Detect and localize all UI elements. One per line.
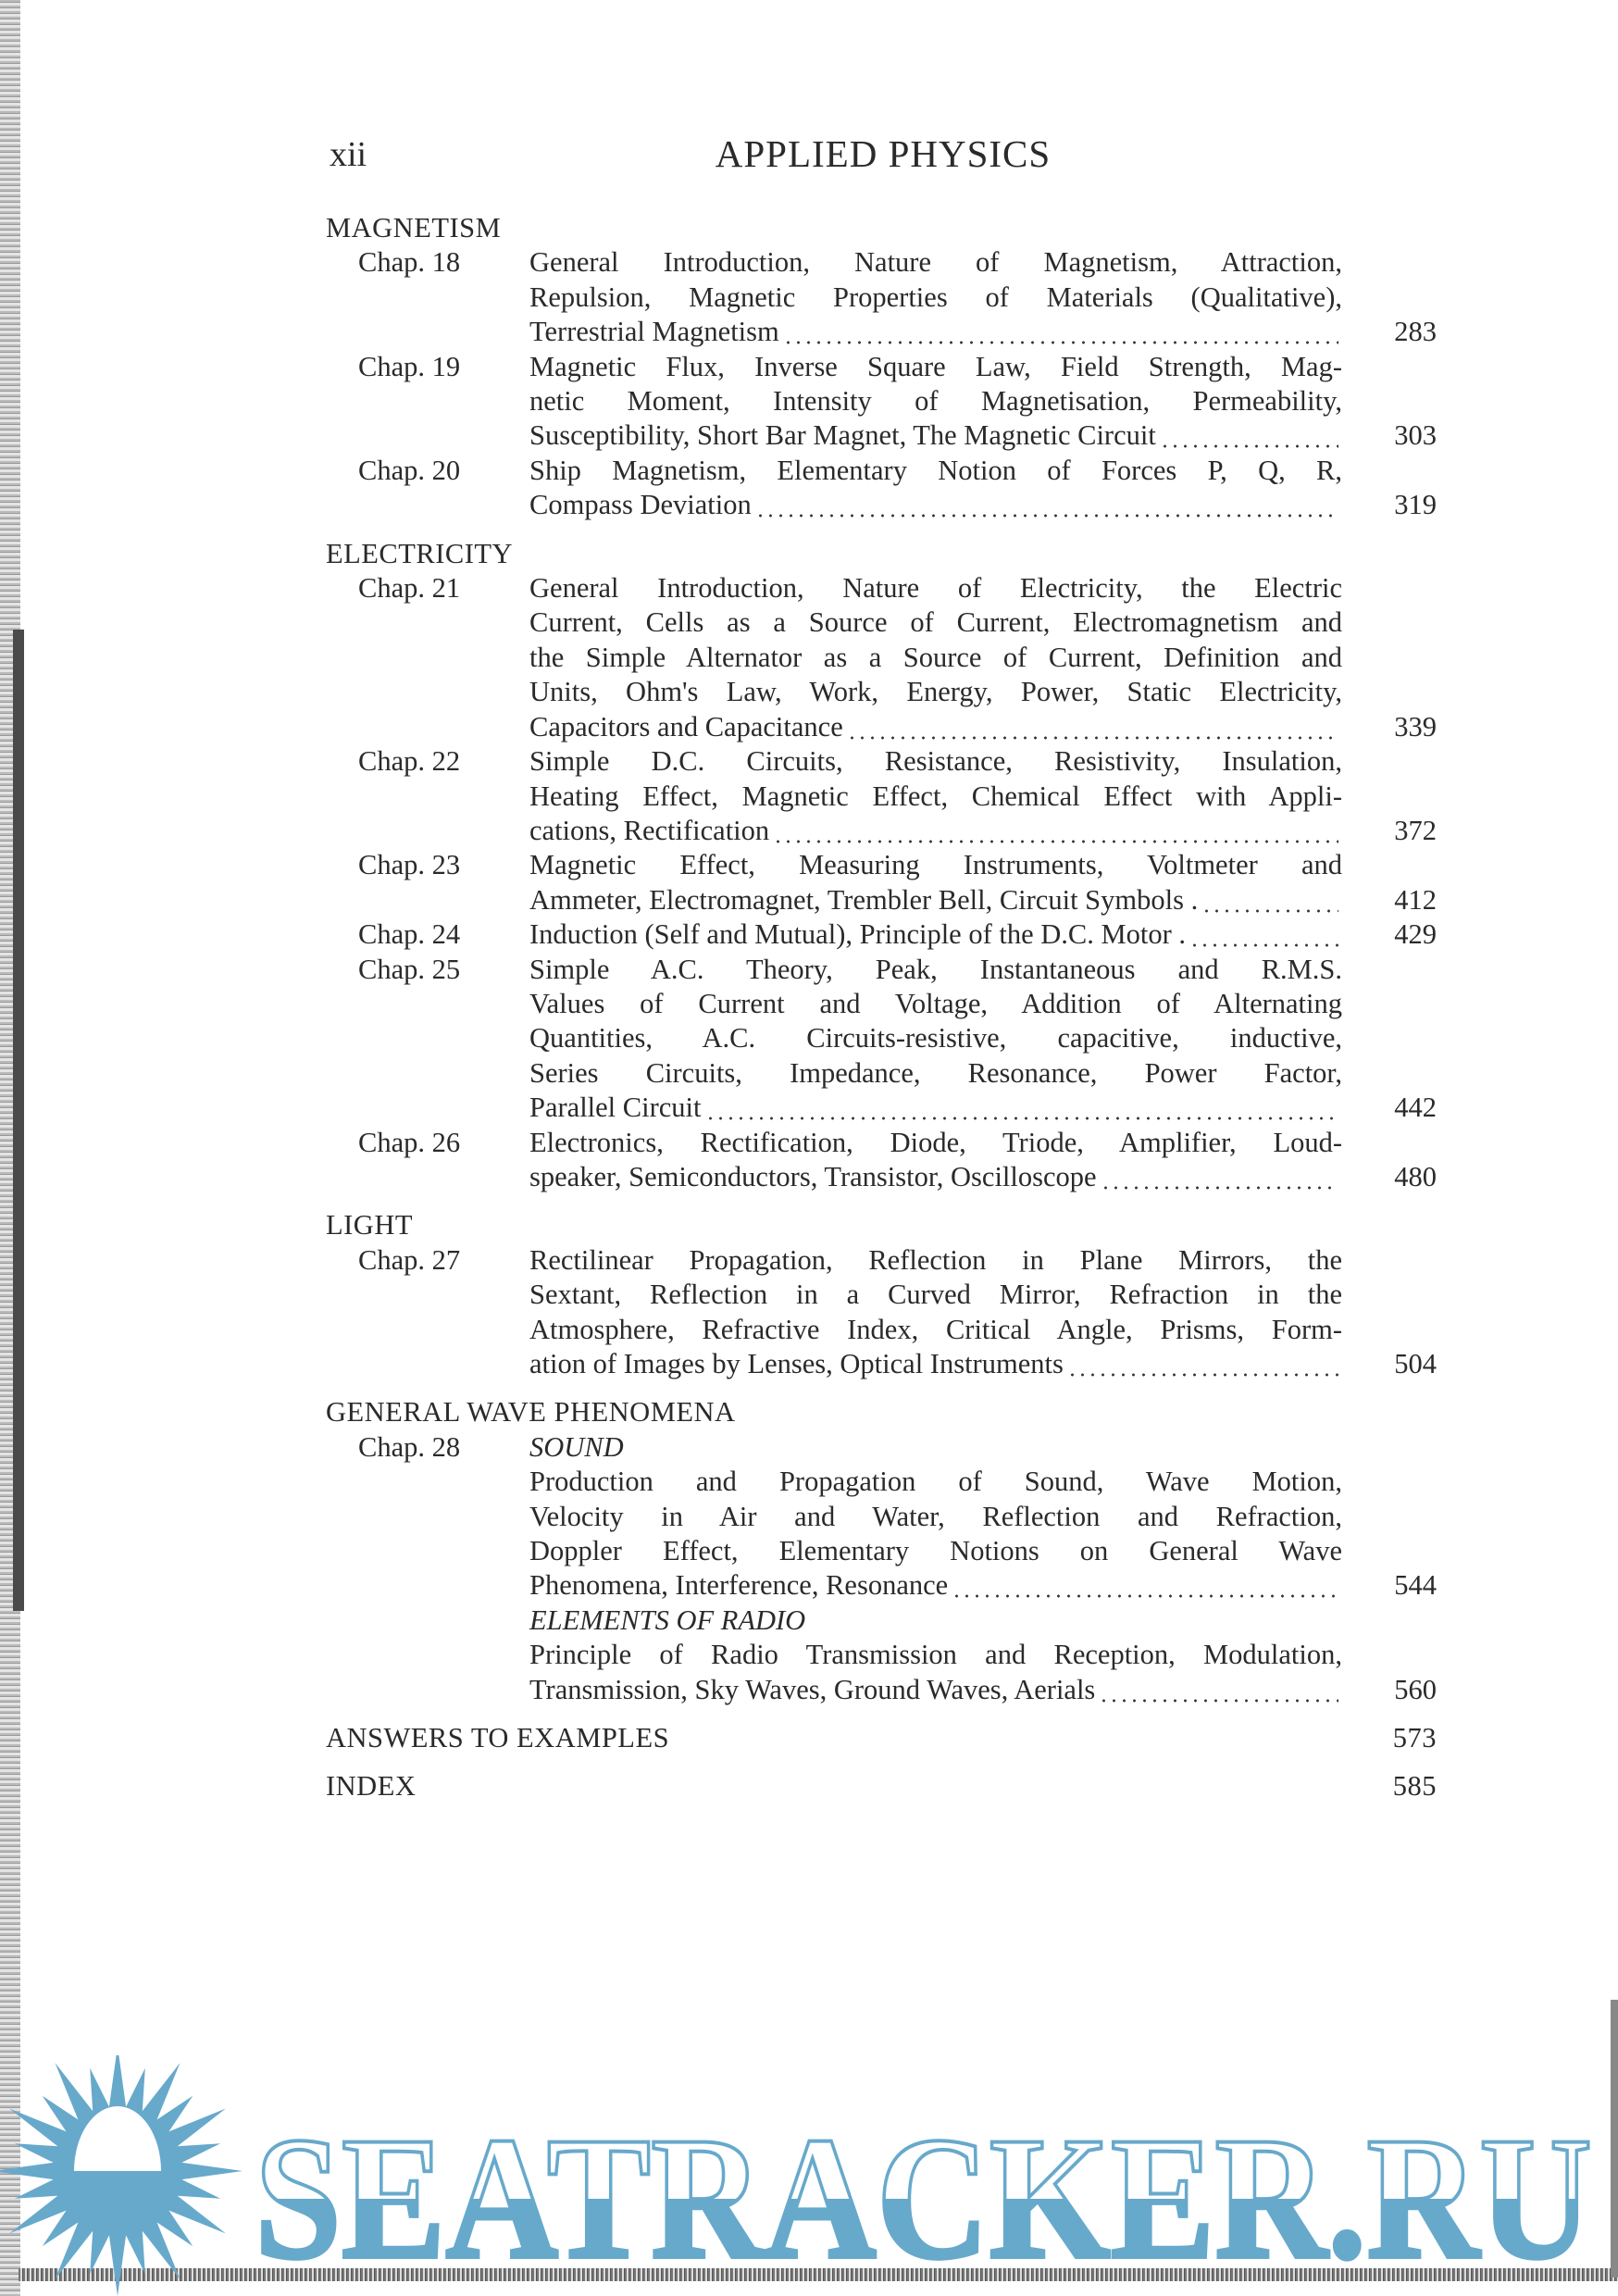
entry-body [529, 1243, 1437, 1382]
entry-text-line: Transmission, Sky Waves, Ground Waves, Aerials [529, 1673, 1096, 1705]
dot-leader [847, 710, 1338, 744]
entry-line [529, 1568, 1437, 1603]
entry-text [529, 814, 1342, 848]
page-ref: 560 [1394, 1673, 1437, 1705]
entry-text: Current, Cells as a Source of Current, Electromagnetism and [529, 606, 1342, 639]
watermark-text: SEATRACKER.RU [255, 2102, 1592, 2296]
entry-text: Sextant, Reflection in a Curved Mirror, Refraction in the [529, 1279, 1342, 1311]
entry-line [529, 848, 1437, 882]
entry-line [529, 1534, 1437, 1568]
entry-body [529, 454, 1437, 523]
entry-line [529, 814, 1437, 848]
dot-leader [705, 1091, 1339, 1125]
entry-line [529, 1638, 1437, 1672]
page-ref: 412 [1394, 883, 1437, 916]
chapter-number: Chap. 20 [358, 454, 461, 486]
toc-entry [326, 848, 1437, 917]
entry-line [529, 281, 1437, 315]
watermark-logo [0, 2055, 1618, 2296]
entry-line [529, 1500, 1437, 1534]
entry-body [529, 1126, 1437, 1195]
entry-body [529, 571, 1437, 744]
entry-text [529, 1673, 1342, 1707]
entry-text-line: Terrestrial Magnetism [529, 316, 779, 348]
page-number: xii [330, 135, 367, 174]
entry-line [529, 1091, 1437, 1125]
entry-line [529, 571, 1437, 605]
entry-subtitle: SOUND [529, 1430, 624, 1463]
entry-text [529, 1568, 1342, 1603]
entry-text: Electronics, Rectification, Diode, Triode, Amplifier, Loud- [529, 1126, 1342, 1158]
toc-entry [326, 1603, 1437, 1707]
toc-entry [326, 454, 1437, 523]
page-ref: 585 [1392, 1770, 1437, 1803]
chapter-number [326, 1603, 529, 1707]
page-ref: 544 [1394, 1569, 1437, 1602]
chapter-number: Chap. 22 [358, 745, 461, 778]
entry-line [529, 315, 1437, 349]
toc-entry [326, 1430, 1437, 1603]
page-ref: 480 [1394, 1160, 1437, 1192]
page-ref: 319 [1394, 489, 1437, 521]
entry-line [529, 710, 1437, 744]
entry-text: Ship Magnetism, Elementary Notion of Forces P, Q, R, [529, 454, 1342, 486]
entry-line [529, 987, 1437, 1021]
chapter-number: Chap. 26 [358, 1126, 461, 1158]
entry-line [529, 1278, 1437, 1312]
entry-line [529, 883, 1437, 917]
page-ref: 283 [1394, 316, 1437, 348]
entry-line [529, 418, 1437, 453]
entry-text-line: Capacitors and Capacitance [529, 710, 843, 742]
entry-text: Magnetic Flux, Inverse Square Law, Field Strength, Mag- [529, 350, 1342, 382]
dot-leader [783, 315, 1338, 349]
entry-text: Series Circuits, Impedance, Resonance, Power Factor, [529, 1056, 1342, 1089]
entry-text: Production and Propagation of Sound, Wave Motion, [529, 1466, 1342, 1498]
entry-text: Units, Ohm's Law, Work, Energy, Power, Static Electricity, [529, 676, 1342, 708]
entry-line [529, 605, 1437, 640]
chapter-number: Chap. 23 [358, 849, 461, 881]
entry-text [529, 917, 1342, 952]
dot-leader [755, 488, 1338, 522]
toc-entry [326, 1243, 1437, 1382]
entry-line [529, 744, 1437, 779]
entry-text [529, 1347, 1342, 1381]
toc-entry [326, 953, 1437, 1126]
entry-text-line: speaker, Semiconductors, Transistor, Oscilloscope [529, 1160, 1097, 1192]
entry-text: Atmosphere, Refractive Index, Critical Angle, Prisms, Form- [529, 1313, 1342, 1345]
entry-text: the Simple Alternator as a Source of Current, Definition and [529, 641, 1342, 673]
entry-subtitle: ELEMENTS OF RADIO [529, 1603, 806, 1636]
entry-line [529, 1126, 1437, 1160]
entry-line [529, 384, 1437, 418]
entry-line [529, 1313, 1437, 1347]
dot-leader [1067, 1347, 1338, 1381]
entry-body [529, 1430, 1437, 1603]
scan-shadow-bar [13, 630, 24, 1611]
entry-line [529, 917, 1437, 952]
page-ref: 429 [1394, 918, 1437, 951]
entry-text: General Introduction, Nature of Electricity, the Electric [529, 572, 1342, 605]
entry-text-line: Induction (Self and Mutual), Principle of the D.C. Motor . [529, 918, 1187, 951]
entry-text: Repulsion, Magnetic Properties of Materials (Qualitative), [529, 281, 1342, 313]
end-item [326, 1769, 1437, 1803]
entry-line [529, 1160, 1437, 1194]
page-ref: 303 [1394, 419, 1437, 452]
page-ref: 339 [1394, 710, 1437, 742]
sun-icon [0, 2055, 243, 2296]
end-item-label: ANSWERS TO EXAMPLES [326, 1722, 670, 1754]
entry-line [529, 1021, 1437, 1055]
entry-line [529, 454, 1437, 488]
entry-line [529, 1347, 1437, 1381]
page-ref: 504 [1394, 1348, 1437, 1379]
entry-body [529, 848, 1437, 917]
dot-leader [1099, 1673, 1338, 1707]
end-item-label: INDEX [326, 1770, 417, 1803]
table-of-contents [326, 211, 1437, 1804]
chapter-number: Chap. 24 [358, 918, 461, 951]
entry-line [529, 1056, 1437, 1091]
entry-text-line: ation of Images by Lenses, Optical Instruments [529, 1348, 1064, 1379]
entry-text: Rectilinear Propagation, Reflection in Plane Mirrors, the [529, 1243, 1342, 1276]
entry-text-line: Compass Deviation [529, 489, 752, 521]
entry-text: Heating Effect, Magnetic Effect, Chemical Effect with Appli- [529, 780, 1342, 812]
chapter-number: Chap. 28 [358, 1430, 461, 1463]
chapter-number: Chap. 27 [358, 1243, 461, 1276]
end-item [326, 1721, 1437, 1755]
chapter-number: Chap. 19 [358, 350, 461, 382]
entry-line [529, 675, 1437, 709]
dot-leader [773, 814, 1338, 848]
entry-text: Doppler Effect, Elementary Notions on General Wave [529, 1535, 1342, 1567]
toc-entry [326, 744, 1437, 848]
entry-text-line: cations, Rectification [529, 814, 770, 846]
dot-leader [952, 1568, 1338, 1603]
entry-body [529, 953, 1437, 1126]
toc-entry [326, 245, 1437, 349]
entry-body [529, 744, 1437, 848]
toc-entry [326, 571, 1437, 744]
entry-line [529, 488, 1437, 522]
toc-entry [326, 917, 1437, 952]
entry-text [529, 883, 1342, 917]
entry-text: Quantities, A.C. Circuits-resistive, capacitive, inductive, [529, 1022, 1342, 1054]
entry-text [529, 488, 1342, 522]
toc-entry [326, 350, 1437, 454]
section-title: ELECTRICITY [326, 537, 514, 569]
chapter-number: Chap. 18 [358, 246, 461, 279]
section-title: GENERAL WAVE PHENOMENA [326, 1396, 736, 1429]
running-title: APPLIED PHYSICS [715, 132, 1052, 175]
chapter-number: Chap. 21 [358, 572, 461, 605]
entry-text-line: Ammeter, Electromagnet, Trembler Bell, Circuit Symbols . [529, 883, 1199, 916]
dot-leader [1201, 883, 1338, 917]
entry-body [529, 245, 1437, 349]
section-title: LIGHT [326, 1209, 413, 1242]
entry-line [529, 1673, 1437, 1707]
entry-line [529, 780, 1437, 814]
entry-text: Values of Current and Voltage, Addition of Alternating [529, 987, 1342, 1019]
entry-line [529, 245, 1437, 280]
entry-text [529, 1160, 1342, 1194]
entry-text [529, 315, 1342, 349]
entry-text: Simple A.C. Theory, Peak, Instantaneous and R.M.S. [529, 953, 1342, 985]
dot-leader [1101, 1160, 1338, 1194]
entry-line [529, 350, 1437, 384]
entry-body [529, 917, 1437, 952]
toc-entry [326, 1126, 1437, 1195]
dot-leader [1189, 917, 1338, 952]
entry-text [529, 1091, 1342, 1125]
entry-text: Simple D.C. Circuits, Resistance, Resistivity, Insulation, [529, 745, 1342, 778]
entry-text [529, 418, 1342, 453]
entry-text-line: Parallel Circuit [529, 1092, 702, 1124]
entry-text: General Introduction, Nature of Magnetism, Attraction, [529, 246, 1342, 279]
entry-line [529, 641, 1437, 675]
entry-text: Magnetic Effect, Measuring Instruments, Voltmeter and [529, 849, 1342, 881]
entry-text-line: Susceptibility, Short Bar Magnet, The Magnetic Circuit [529, 419, 1156, 452]
page-ref: 442 [1394, 1092, 1437, 1124]
entry-text: Velocity in Air and Water, Reflection and Refraction, [529, 1500, 1342, 1532]
chapter-number: Chap. 25 [358, 953, 461, 985]
page-ref: 372 [1394, 814, 1437, 846]
dot-leader [1160, 418, 1338, 453]
entry-text: netic Moment, Intensity of Magnetisation, Permeability, [529, 385, 1342, 418]
entry-text-line: Phenomena, Interference, Resonance [529, 1569, 949, 1602]
entry-text: Principle of Radio Transmission and Reception, Modulation, [529, 1639, 1342, 1671]
section-title: MAGNETISM [326, 212, 502, 243]
page-ref: 573 [1392, 1722, 1437, 1754]
entry-line [529, 1243, 1437, 1278]
entry-body [529, 350, 1437, 454]
entry-text [529, 710, 1342, 744]
entry-body [529, 1603, 1437, 1707]
entry-line [529, 953, 1437, 987]
entry-line [529, 1465, 1437, 1499]
